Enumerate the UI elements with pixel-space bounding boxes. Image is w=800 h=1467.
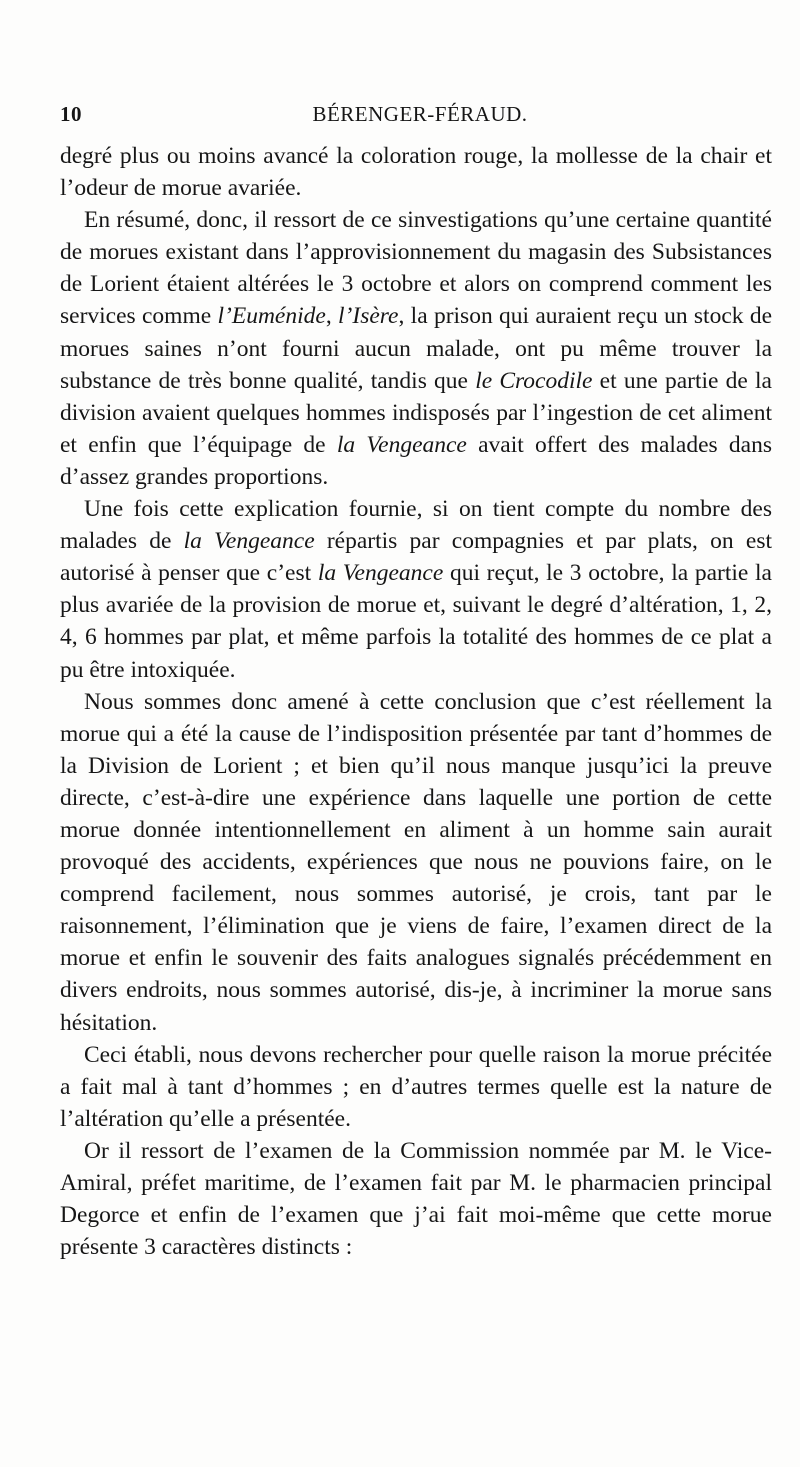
paragraph-2 bbox=[60, 204, 772, 493]
text-run: , bbox=[325, 303, 339, 330]
text-run: et une partie de la division avaient quelques hommes indisposés par l’ingestion de cet aliment et enfin que l’équipage de bbox=[60, 367, 772, 458]
text-run: degré plus ou moins avancé la coloration rouge, la mollesse de la chair et l’odeur de morue avariée. bbox=[60, 143, 772, 202]
ship-name: la Vengeance bbox=[183, 528, 315, 555]
text-run: qui reçut, le 3 octobre, la partie la plus avariée de la provision de morue et, suivant le degré d’altération, 1, 2, 4, 6 hommes par plat, et même parfois la totalité des hommes de ce plat a pu être intoxiquée. bbox=[60, 560, 772, 683]
paragraph-1 bbox=[60, 140, 772, 204]
running-title: BÉRENGER-FÉRAUD. bbox=[312, 102, 528, 126]
ship-name: la Vengeance bbox=[336, 431, 467, 458]
text-run: En résumé, donc, il ressort de ce sinvestigations qu’une certaine quantité de morues existant dans l’approvisionnement du magasin des Subsistances de Lorient étaient altérées le 3 octobre et alors on comprend comment les services comme bbox=[60, 207, 772, 330]
paragraph-4 bbox=[60, 686, 772, 1039]
page-number: 10 bbox=[60, 102, 82, 126]
ship-name: l’Euménide bbox=[217, 303, 326, 330]
running-head bbox=[60, 102, 770, 132]
paragraph-5 bbox=[60, 1039, 772, 1135]
text-run: Une fois cette explication fournie, si on tient compte du nombre des malades de bbox=[60, 496, 772, 555]
ship-name: le Crocodile bbox=[475, 367, 593, 394]
text-run: Ceci établi, nous devons rechercher pour quelle raison la morue précitée a fait mal à tant d’hommes ; en d’autres termes quelle est la nature de l’altération qu’elle a présentée. bbox=[60, 1041, 772, 1132]
text-run: répartis par compagnies et par plats, on est autorisé à penser que c’est bbox=[60, 528, 772, 587]
text-run: avait offert des malades dans d’assez grandes proportions. bbox=[60, 431, 772, 490]
text-run: Nous sommes donc amené à cette conclusion que c’est réellement la morue qui a été la cause de l’indisposition présentée par tant d’hommes de la Division de Lorient ; et bien qu’il nous manque jusqu’ici la preuve directe, c’est-à-dire une expérience dans laquelle une portion de cette morue donnée intentionnellement en aliment à un homme sain aurait provoqué des accidents, expériences que nous ne pouvions faire, on le comprend facilement, nous sommes autorisé, je crois, tant par le raisonnement, l’élimination que je viens de faire, l’examen direct de la morue et enfin le souvenir des faits analogues signalés précédemment en divers endroits, nous sommes autorisé, dis-je, à incriminer la morue sans hésitation. bbox=[60, 688, 772, 1036]
text-run: , la prison qui auraient reçu un stock de morues saines n’ont fourni aucun malade, ont pu même trouver la substance de très bonne qualité, tandis que bbox=[60, 303, 773, 394]
text-run: Or il ressort de l’examen de la Commission nommée par M. le Vice-Amiral, préfet maritime, de l’examen fait par M. le pharmacien principal Degorce et enfin de l’examen que j’ai fait moi-même que cette morue présente 3 caractères distincts : bbox=[60, 1137, 772, 1261]
body-text bbox=[60, 140, 772, 1263]
ship-name: la Vengeance bbox=[317, 560, 444, 587]
paragraph-3 bbox=[60, 493, 772, 686]
paragraph-6 bbox=[60, 1135, 772, 1263]
ship-name: l’Isère bbox=[338, 303, 399, 330]
